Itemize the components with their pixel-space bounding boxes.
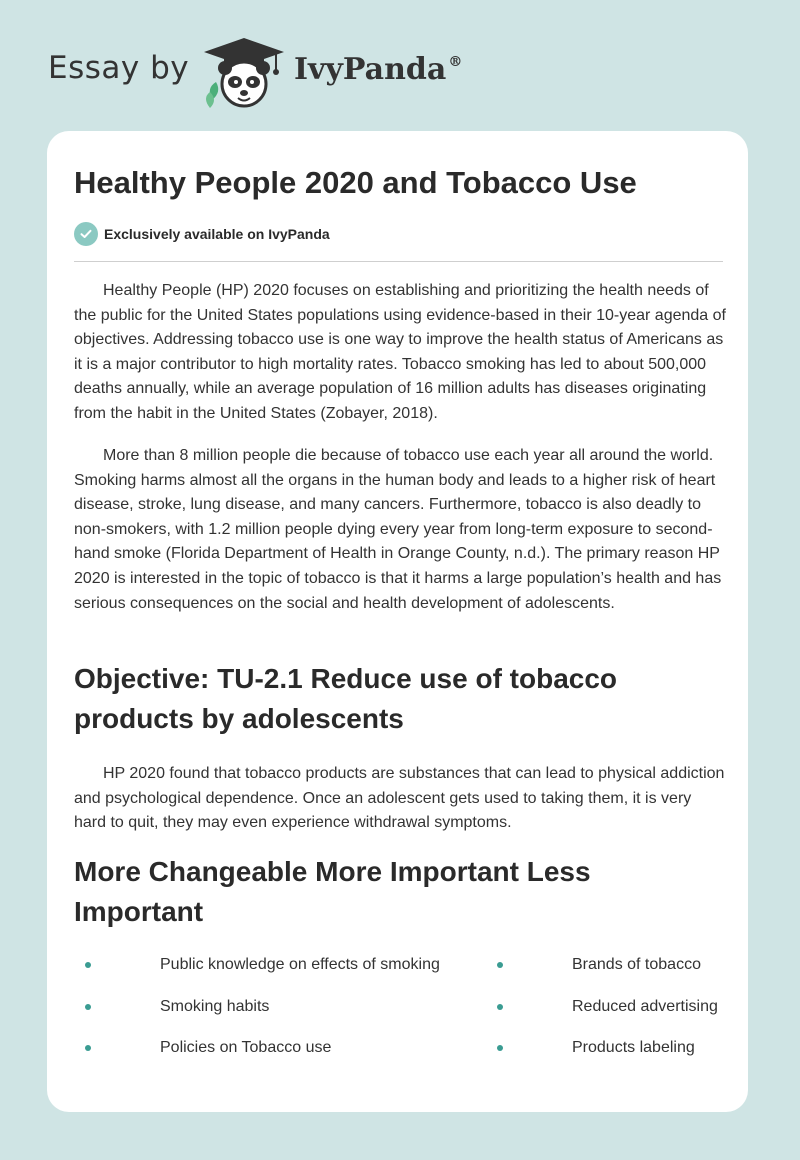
- bullet-dot-icon: [85, 1004, 91, 1010]
- list-item-text: Products labeling: [572, 1039, 695, 1056]
- badge-text: Exclusively available on IvyPanda: [104, 226, 330, 242]
- paragraph-intro: Healthy People (HP) 2020 focuses on establishing and prioritizing the health needs of the public for the United States populations using evidence-based in their 10-year agenda of objectives. Addressing tobacco use is one way to improve the health status of Americans as it is a major contributor to high mortality rates. Tobacco smoking has led to about 500,000 deaths annually, while an average population of 16 million adults has diseases originating from the habit in the United States (Zobayer, 2018).: [74, 282, 726, 422]
- list-item: [47, 1033, 487, 1075]
- list-item-text: Brands of tobacco: [572, 956, 701, 973]
- list-item: [467, 992, 748, 1034]
- paragraph-impact: More than 8 million people die because of tobacco use each year all around the world. Smoking harms almost all the organs in the human body and leads to a higher risk of heart disease, stroke, lung disease, and many cancers. Furthermore, tobacco is also deadly to non-smokers, with 1.2 million people dying every year from long-term exposure to second-hand smoke (Florida Department of Health in Orange County, n.d.). The primary reason HP 2020 is interested in the topic of tobacco is that it harms a large population’s health and has serious consequences on the social and health development of adolescents.: [74, 447, 722, 612]
- essay-by-label: Essay by: [48, 50, 190, 86]
- bullet-dot-icon: [497, 1004, 503, 1010]
- list-item: [47, 950, 487, 992]
- list-more-changeable: [47, 950, 487, 1075]
- checkmark-circle-icon: [74, 222, 98, 246]
- brand-logo-text[interactable]: [294, 52, 462, 87]
- list-item: [47, 992, 487, 1034]
- divider: [74, 261, 723, 262]
- panda-graduate-icon: [202, 36, 286, 110]
- list-item-text: Reduced advertising: [572, 997, 718, 1015]
- heading-objective: Objective: TU-2.1 Reduce use of tobacco products by adolescents: [74, 663, 618, 734]
- bullet-dot-icon: [497, 1045, 503, 1051]
- bullet-dot-icon: [85, 962, 91, 968]
- page-title: Healthy People 2020 and Tobacco Use: [74, 165, 637, 200]
- heading-factors: More Changeable More Important Less Important: [74, 856, 591, 927]
- list-item: [467, 950, 748, 992]
- list-less-changeable: [467, 950, 748, 1075]
- list-item: [467, 1033, 748, 1075]
- list-item-text: Policies on Tobacco use: [160, 1039, 332, 1056]
- bullet-dot-icon: [85, 1045, 91, 1051]
- brand-name: IvyPanda: [294, 52, 447, 87]
- list-item-text: Public knowledge on effects of smoking: [160, 956, 440, 973]
- essay-card: [47, 131, 748, 1112]
- registered-mark: ®: [448, 54, 463, 70]
- paragraph-addiction: HP 2020 found that tobacco products are substances that can lead to physical addiction and psychological dependence. Once an adolescent gets used to taking them, it is very hard to quit, they may even experience withdrawal symptoms.: [74, 765, 725, 832]
- site-header: [0, 0, 800, 130]
- list-item-text: Smoking habits: [160, 997, 270, 1015]
- exclusive-badge: [74, 221, 330, 247]
- bullet-dot-icon: [497, 962, 503, 968]
